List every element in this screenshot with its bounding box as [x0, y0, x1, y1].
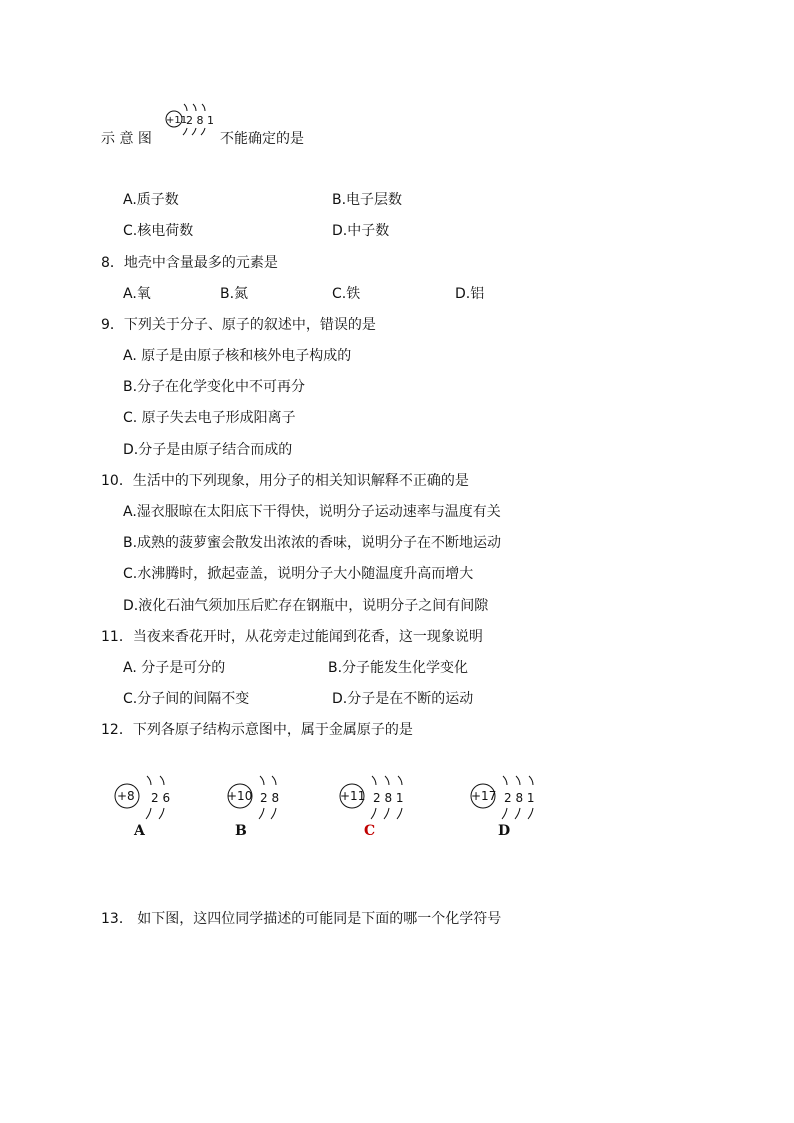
q7-atom-diagram: [160, 100, 216, 138]
q12-atom-b-diagram[interactable]: [224, 772, 294, 828]
q12-atom-a-label[interactable]: A: [134, 823, 145, 839]
q12-atom-c-diagram[interactable]: [338, 772, 418, 828]
q7-option-a[interactable]: A.质子数: [123, 192, 179, 208]
q8-option-a[interactable]: A.氧: [123, 286, 151, 302]
q12-atom-c-label[interactable]: C: [364, 823, 376, 839]
q10-option-a[interactable]: A.湿衣服晾在太阳底下干得快，说明分子运动速率与温度有关: [123, 504, 501, 520]
q13-stem: 13． 如下图，这四位同学描述的可能同是下面的哪一个化学符号: [101, 911, 502, 927]
q11-option-a[interactable]: A. 分子是可分的: [123, 660, 226, 676]
q10-option-d[interactable]: D.液化石油气须加压后贮存在钢瓶中，说明分子之间有间隙: [123, 598, 489, 614]
q8-option-c[interactable]: C.铁: [332, 286, 361, 302]
q9-stem: 9．下列关于分子、原子的叙述中，错误的是: [101, 317, 376, 333]
q7-option-c[interactable]: C.核电荷数: [123, 223, 194, 239]
q11-option-c[interactable]: C.分子间的间隔不变: [123, 691, 250, 707]
q8-stem: 8．地壳中含量最多的元素是: [101, 255, 278, 271]
q12-atom-d-diagram[interactable]: [469, 772, 549, 828]
q10-option-c[interactable]: C.水沸腾时，掀起壶盖，说明分子大小随温度升高而增大: [123, 566, 474, 582]
q11-option-b[interactable]: B.分子能发生化学变化: [328, 660, 469, 676]
q9-option-a[interactable]: A. 原子是由原子核和核外电子构成的: [123, 348, 352, 364]
q11-option-d[interactable]: D.分子是在不断的运动: [332, 691, 474, 707]
q12-atom-d-label[interactable]: D: [498, 823, 511, 839]
q12-stem: 12．下列各原子结构示意图中，属于金属原子的是: [101, 722, 413, 738]
q12-atom-a-nucleus: +8: [117, 789, 135, 803]
q12-atom-b-shells: 2 8: [260, 791, 280, 805]
q12-atom-d-nucleus: +17: [471, 789, 497, 803]
q7-option-b[interactable]: B.电子层数: [332, 192, 403, 208]
q11-stem: 11．当夜来香花开时，从花旁走过能闻到花香，这一现象说明: [101, 629, 483, 645]
q9-option-d[interactable]: D.分子是由原子结合而成的: [123, 442, 293, 458]
q12-atom-b-nucleus: +10: [227, 789, 253, 803]
q7-option-d[interactable]: D.中子数: [332, 223, 390, 239]
q7-atom-shells: 2 8 1: [186, 114, 214, 127]
q12-atom-c-shells: 2 8 1: [373, 791, 404, 805]
q10-option-b[interactable]: B.成熟的菠萝蜜会散发出浓浓的香味，说明分子在不断地运动: [123, 535, 502, 551]
q7-prefix: 示 意 图: [101, 131, 152, 147]
q8-option-b[interactable]: B.氮: [220, 286, 249, 302]
q7-atom-nucleus: +11: [166, 115, 188, 126]
q9-option-c[interactable]: C. 原子失去电子形成阳离子: [123, 410, 296, 426]
q12-atom-d-shells: 2 8 1: [504, 791, 535, 805]
q9-option-b[interactable]: B.分子在化学变化中不可再分: [123, 379, 306, 395]
q7-suffix: 不能确定的是: [220, 131, 304, 147]
q8-option-d[interactable]: D.铝: [455, 286, 485, 302]
q12-atom-c-nucleus: +11: [340, 789, 366, 803]
q12-atom-b-label[interactable]: B: [235, 823, 247, 839]
q12-atom-a-diagram[interactable]: [113, 772, 183, 828]
q10-stem: 10．生活中的下列现象，用分子的相关知识解释不正确的是: [101, 473, 469, 489]
q12-atom-a-shells: 2 6: [151, 791, 171, 805]
